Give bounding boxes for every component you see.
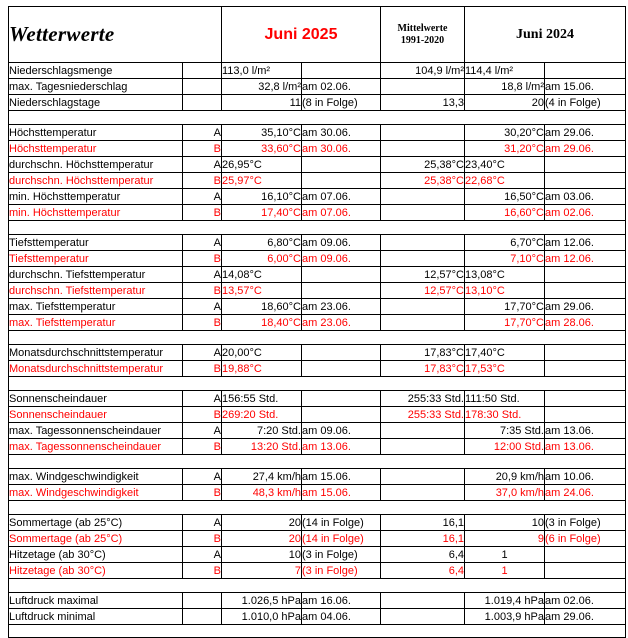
cell-prev-value: 9	[465, 531, 545, 547]
cell-cur-value: 1.010,0 hPa	[222, 609, 302, 625]
cell-cur-value: 35,10°C	[222, 125, 302, 141]
cell-mean	[381, 315, 465, 331]
cell-prev-date: am 28.06.	[545, 315, 626, 331]
table-row	[9, 283, 626, 299]
cell-prev-date	[545, 173, 626, 189]
table-spacer-row	[9, 111, 626, 125]
cell-ab: B	[183, 563, 222, 579]
cell-mean	[381, 189, 465, 205]
cell-ab: A	[183, 423, 222, 439]
table-row	[9, 157, 626, 173]
cell-prev-date	[545, 391, 626, 407]
spacer-cell	[9, 455, 626, 469]
spacer-cell	[9, 111, 626, 125]
cell-prev-date: am 02.06.	[545, 593, 626, 609]
cell-prev-value: 17,53°C	[465, 361, 545, 377]
cell-cur-date: am 15.06.	[302, 469, 381, 485]
cell-mean: 16,1	[381, 515, 465, 531]
cell-ab: A	[183, 267, 222, 283]
cell-cur-value: 6,80°C	[222, 235, 302, 251]
cell-prev-value: 31,20°C	[465, 141, 545, 157]
cell-ab: A	[183, 345, 222, 361]
cell-ab: B	[183, 173, 222, 189]
cell-prev-value: 17,40°C	[465, 345, 545, 361]
table-body	[9, 63, 626, 638]
cell-prev-date: (3 in Folge)	[545, 515, 626, 531]
cell-ab: B	[183, 205, 222, 221]
cell-cur-value: 17,40°C	[222, 205, 302, 221]
table-row	[9, 531, 626, 547]
cell-label: Tiefsttemperatur	[9, 235, 183, 251]
cell-mean	[381, 469, 465, 485]
cell-cur-date	[302, 407, 381, 423]
cell-prev-date: am 29.06.	[545, 141, 626, 157]
column-header-mean-values	[381, 7, 465, 63]
cell-mean: 16,1	[381, 531, 465, 547]
cell-cur-date	[302, 391, 381, 407]
cell-prev-value: 23,40°C	[465, 157, 545, 173]
cell-prev-date: (6 in Folge)	[545, 531, 626, 547]
table-row	[9, 469, 626, 485]
cell-label: Sommertage (ab 25°C)	[9, 515, 183, 531]
cell-label: max. Windgeschwindigkeit	[9, 485, 183, 501]
spacer-cell	[9, 501, 626, 515]
spacer-cell	[9, 221, 626, 235]
cell-cur-value: 32,8 l/m²	[222, 79, 302, 95]
weather-values-table	[8, 6, 626, 638]
cell-cur-value: 10	[222, 547, 302, 563]
cell-cur-date: (3 in Folge)	[302, 563, 381, 579]
table-row	[9, 609, 626, 625]
cell-prev-value: 18,8 l/m²	[465, 79, 545, 95]
cell-label: Luftdruck minimal	[9, 609, 183, 625]
cell-mean: 12,57°C	[381, 267, 465, 283]
cell-prev-date: am 29.06.	[545, 609, 626, 625]
cell-label: durchschn. Tiefsttemperatur	[9, 267, 183, 283]
cell-cur-date	[302, 267, 381, 283]
cell-label: Niederschlagstage	[9, 95, 183, 111]
cell-prev-value: 20,9 km/h	[465, 469, 545, 485]
cell-mean	[381, 485, 465, 501]
cell-cur-date: am 07.06.	[302, 205, 381, 221]
cell-cur-date	[302, 283, 381, 299]
mean-header-line2: 1991-2020	[400, 34, 445, 46]
cell-prev-value: 12:00 Std.	[465, 439, 545, 455]
cell-cur-value: 1.026,5 hPa	[222, 593, 302, 609]
cell-ab: B	[183, 283, 222, 299]
cell-label: Höchsttemperatur	[9, 125, 183, 141]
cell-prev-value: 13,10°C	[465, 283, 545, 299]
cell-ab	[183, 593, 222, 609]
cell-label: Sommertage (ab 25°C)	[9, 531, 183, 547]
cell-prev-value: 17,70°C	[465, 315, 545, 331]
cell-label: max. Tagessonnenscheindauer	[9, 439, 183, 455]
cell-prev-date	[545, 345, 626, 361]
cell-prev-value: 1	[465, 563, 545, 579]
cell-prev-date	[545, 563, 626, 579]
cell-mean: 12,57°C	[381, 283, 465, 299]
cell-mean	[381, 299, 465, 315]
cell-cur-date	[302, 157, 381, 173]
cell-ab: A	[183, 299, 222, 315]
cell-mean: 6,4	[381, 547, 465, 563]
table-row	[9, 315, 626, 331]
column-header-current-month: Juni 2025	[222, 7, 381, 63]
table-row	[9, 95, 626, 111]
cell-cur-value: 26,95°C	[222, 157, 302, 173]
cell-label: Niederschlagsmenge	[9, 63, 183, 79]
cell-prev-date: am 13.06.	[545, 439, 626, 455]
cell-mean: 17,83°C	[381, 361, 465, 377]
cell-cur-date: am 13.06.	[302, 439, 381, 455]
cell-prev-value: 16,60°C	[465, 205, 545, 221]
cell-cur-value: 269:20 Std.	[222, 407, 302, 423]
table-row	[9, 125, 626, 141]
cell-cur-value: 33,60°C	[222, 141, 302, 157]
cell-mean	[381, 125, 465, 141]
cell-ab: A	[183, 469, 222, 485]
cell-cur-date: am 23.06.	[302, 299, 381, 315]
cell-cur-date	[302, 361, 381, 377]
table-row	[9, 361, 626, 377]
cell-cur-value: 20,00°C	[222, 345, 302, 361]
table-row	[9, 593, 626, 609]
cell-label: Tiefsttemperatur	[9, 251, 183, 267]
table-row	[9, 63, 626, 79]
cell-prev-date: am 02.06.	[545, 205, 626, 221]
cell-cur-value: 14,08°C	[222, 267, 302, 283]
cell-ab: A	[183, 125, 222, 141]
cell-prev-date: am 29.06.	[545, 299, 626, 315]
cell-prev-date	[545, 157, 626, 173]
cell-prev-date	[545, 547, 626, 563]
cell-cur-value: 20	[222, 531, 302, 547]
table-row	[9, 173, 626, 189]
cell-cur-date: am 23.06.	[302, 315, 381, 331]
cell-label: min. Höchsttemperatur	[9, 189, 183, 205]
cell-ab	[183, 63, 222, 79]
cell-mean: 17,83°C	[381, 345, 465, 361]
table-spacer-row	[9, 455, 626, 469]
cell-ab: B	[183, 141, 222, 157]
spacer-cell	[9, 331, 626, 345]
cell-prev-value: 114,4 l/m²	[465, 63, 545, 79]
table-row	[9, 547, 626, 563]
cell-prev-value: 1.003,9 hPa	[465, 609, 545, 625]
cell-label: max. Windgeschwindigkeit	[9, 469, 183, 485]
table-row	[9, 439, 626, 455]
cell-mean	[381, 423, 465, 439]
cell-mean	[381, 439, 465, 455]
cell-cur-value: 19,88°C	[222, 361, 302, 377]
page-title: Wetterwerte	[9, 7, 222, 63]
table-row	[9, 141, 626, 157]
cell-label: Monatsdurchschnittstemperatur	[9, 361, 183, 377]
cell-prev-value: 17,70°C	[465, 299, 545, 315]
table-row	[9, 345, 626, 361]
table-row	[9, 485, 626, 501]
cell-cur-date: am 09.06.	[302, 251, 381, 267]
cell-label: Hitzetage (ab 30°C)	[9, 563, 183, 579]
cell-ab: B	[183, 361, 222, 377]
cell-cur-value: 13,57°C	[222, 283, 302, 299]
table-spacer-row	[9, 331, 626, 345]
spacer-cell	[9, 377, 626, 391]
cell-mean: 255:33 Std.	[381, 391, 465, 407]
cell-prev-value: 1	[465, 547, 545, 563]
cell-cur-value: 6,00°C	[222, 251, 302, 267]
cell-label: Sonnenscheindauer	[9, 407, 183, 423]
table-row	[9, 407, 626, 423]
table-spacer-row	[9, 377, 626, 391]
cell-prev-date: am 10.06.	[545, 469, 626, 485]
table-row	[9, 189, 626, 205]
cell-ab: A	[183, 157, 222, 173]
table-row	[9, 267, 626, 283]
cell-label: max. Tiefsttemperatur	[9, 299, 183, 315]
cell-mean: 25,38°C	[381, 157, 465, 173]
cell-cur-value: 48,3 km/h	[222, 485, 302, 501]
cell-prev-date	[545, 407, 626, 423]
cell-cur-value: 18,60°C	[222, 299, 302, 315]
table-row	[9, 205, 626, 221]
cell-ab: B	[183, 439, 222, 455]
cell-mean: 6,4	[381, 563, 465, 579]
cell-label: durchschn. Höchsttemperatur	[9, 173, 183, 189]
cell-mean: 255:33 Std.	[381, 407, 465, 423]
cell-ab: B	[183, 407, 222, 423]
table-row	[9, 299, 626, 315]
cell-prev-date: am 12.06.	[545, 235, 626, 251]
cell-cur-date: am 09.06.	[302, 235, 381, 251]
table-row	[9, 515, 626, 531]
cell-cur-value: 16,10°C	[222, 189, 302, 205]
table-header-row	[9, 7, 626, 63]
cell-cur-value: 156:55 Std.	[222, 391, 302, 407]
cell-prev-value: 20	[465, 95, 545, 111]
cell-prev-value: 111:50 Std.	[465, 391, 545, 407]
cell-prev-date: am 03.06.	[545, 189, 626, 205]
table-row	[9, 391, 626, 407]
cell-cur-date: am 09.06.	[302, 423, 381, 439]
table-spacer-row	[9, 221, 626, 235]
cell-ab: A	[183, 235, 222, 251]
cell-cur-value: 113,0 l/m²	[222, 63, 302, 79]
cell-label: Luftdruck maximal	[9, 593, 183, 609]
cell-ab: B	[183, 531, 222, 547]
table-row	[9, 423, 626, 439]
cell-ab	[183, 95, 222, 111]
cell-cur-date: am 15.06.	[302, 485, 381, 501]
cell-cur-date: (3 in Folge)	[302, 547, 381, 563]
cell-ab: B	[183, 315, 222, 331]
cell-prev-date: am 12.06.	[545, 251, 626, 267]
cell-cur-date: (14 in Folge)	[302, 515, 381, 531]
spacer-cell	[9, 579, 626, 593]
cell-cur-date: am 16.06.	[302, 593, 381, 609]
cell-mean: 13,3	[381, 95, 465, 111]
table-spacer-row	[9, 625, 626, 638]
cell-label: Höchsttemperatur	[9, 141, 183, 157]
cell-ab	[183, 609, 222, 625]
cell-prev-date: am 29.06.	[545, 125, 626, 141]
cell-mean	[381, 251, 465, 267]
cell-mean	[381, 141, 465, 157]
cell-cur-date	[302, 173, 381, 189]
cell-cur-date: am 30.06.	[302, 141, 381, 157]
cell-ab: A	[183, 391, 222, 407]
cell-prev-value: 22,68°C	[465, 173, 545, 189]
mean-header-line1: Mittelwerte	[397, 22, 448, 34]
cell-cur-date: am 07.06.	[302, 189, 381, 205]
cell-prev-date	[545, 63, 626, 79]
cell-cur-date: (14 in Folge)	[302, 531, 381, 547]
cell-cur-value: 20	[222, 515, 302, 531]
cell-cur-value: 7	[222, 563, 302, 579]
cell-prev-date	[545, 283, 626, 299]
cell-ab: B	[183, 251, 222, 267]
cell-cur-date	[302, 345, 381, 361]
cell-cur-value: 7:20 Std.	[222, 423, 302, 439]
cell-prev-value: 37,0 km/h	[465, 485, 545, 501]
cell-prev-date: am 15.06.	[545, 79, 626, 95]
table-spacer-row	[9, 501, 626, 515]
cell-mean	[381, 79, 465, 95]
cell-label: durchschn. Höchsttemperatur	[9, 157, 183, 173]
cell-prev-value: 13,08°C	[465, 267, 545, 283]
table-spacer-row	[9, 579, 626, 593]
cell-prev-value: 7,10°C	[465, 251, 545, 267]
table-row	[9, 563, 626, 579]
cell-cur-value: 11	[222, 95, 302, 111]
cell-prev-date: am 24.06.	[545, 485, 626, 501]
cell-cur-date: am 30.06.	[302, 125, 381, 141]
cell-cur-date: (8 in Folge)	[302, 95, 381, 111]
cell-prev-date	[545, 361, 626, 377]
cell-cur-value: 18,40°C	[222, 315, 302, 331]
cell-cur-value: 27,4 km/h	[222, 469, 302, 485]
cell-prev-date: (4 in Folge)	[545, 95, 626, 111]
table-header-group	[9, 7, 626, 63]
cell-mean	[381, 609, 465, 625]
cell-mean	[381, 593, 465, 609]
column-header-previous-year: Juni 2024	[465, 7, 626, 63]
cell-label: Sonnenscheindauer	[9, 391, 183, 407]
cell-prev-value: 6,70°C	[465, 235, 545, 251]
cell-prev-date: am 13.06.	[545, 423, 626, 439]
table-row	[9, 79, 626, 95]
cell-mean	[381, 205, 465, 221]
cell-prev-value: 30,20°C	[465, 125, 545, 141]
cell-prev-value: 7:35 Std.	[465, 423, 545, 439]
cell-cur-date: am 04.06.	[302, 609, 381, 625]
cell-label: Monatsdurchschnittstemperatur	[9, 345, 183, 361]
cell-cur-value: 25,97°C	[222, 173, 302, 189]
cell-ab: A	[183, 189, 222, 205]
cell-prev-date	[545, 267, 626, 283]
cell-label: durchschn. Tiefsttemperatur	[9, 283, 183, 299]
cell-ab: A	[183, 515, 222, 531]
cell-mean: 25,38°C	[381, 173, 465, 189]
cell-ab: B	[183, 485, 222, 501]
cell-mean	[381, 235, 465, 251]
cell-prev-value: 1.019,4 hPa	[465, 593, 545, 609]
cell-ab	[183, 79, 222, 95]
cell-cur-date	[302, 63, 381, 79]
spacer-cell	[9, 625, 626, 638]
cell-label: min. Höchsttemperatur	[9, 205, 183, 221]
cell-label: max. Tagessonnenscheindauer	[9, 423, 183, 439]
cell-prev-value: 16,50°C	[465, 189, 545, 205]
cell-ab: A	[183, 547, 222, 563]
cell-label: Hitzetage (ab 30°C)	[9, 547, 183, 563]
cell-label: max. Tagesniederschlag	[9, 79, 183, 95]
cell-mean: 104,9 l/m²	[381, 63, 465, 79]
cell-cur-date: am 02.06.	[302, 79, 381, 95]
cell-prev-value: 178:30 Std.	[465, 407, 545, 423]
cell-cur-value: 13:20 Std.	[222, 439, 302, 455]
table-row	[9, 235, 626, 251]
table-row	[9, 251, 626, 267]
cell-prev-value: 10	[465, 515, 545, 531]
cell-label: max. Tiefsttemperatur	[9, 315, 183, 331]
